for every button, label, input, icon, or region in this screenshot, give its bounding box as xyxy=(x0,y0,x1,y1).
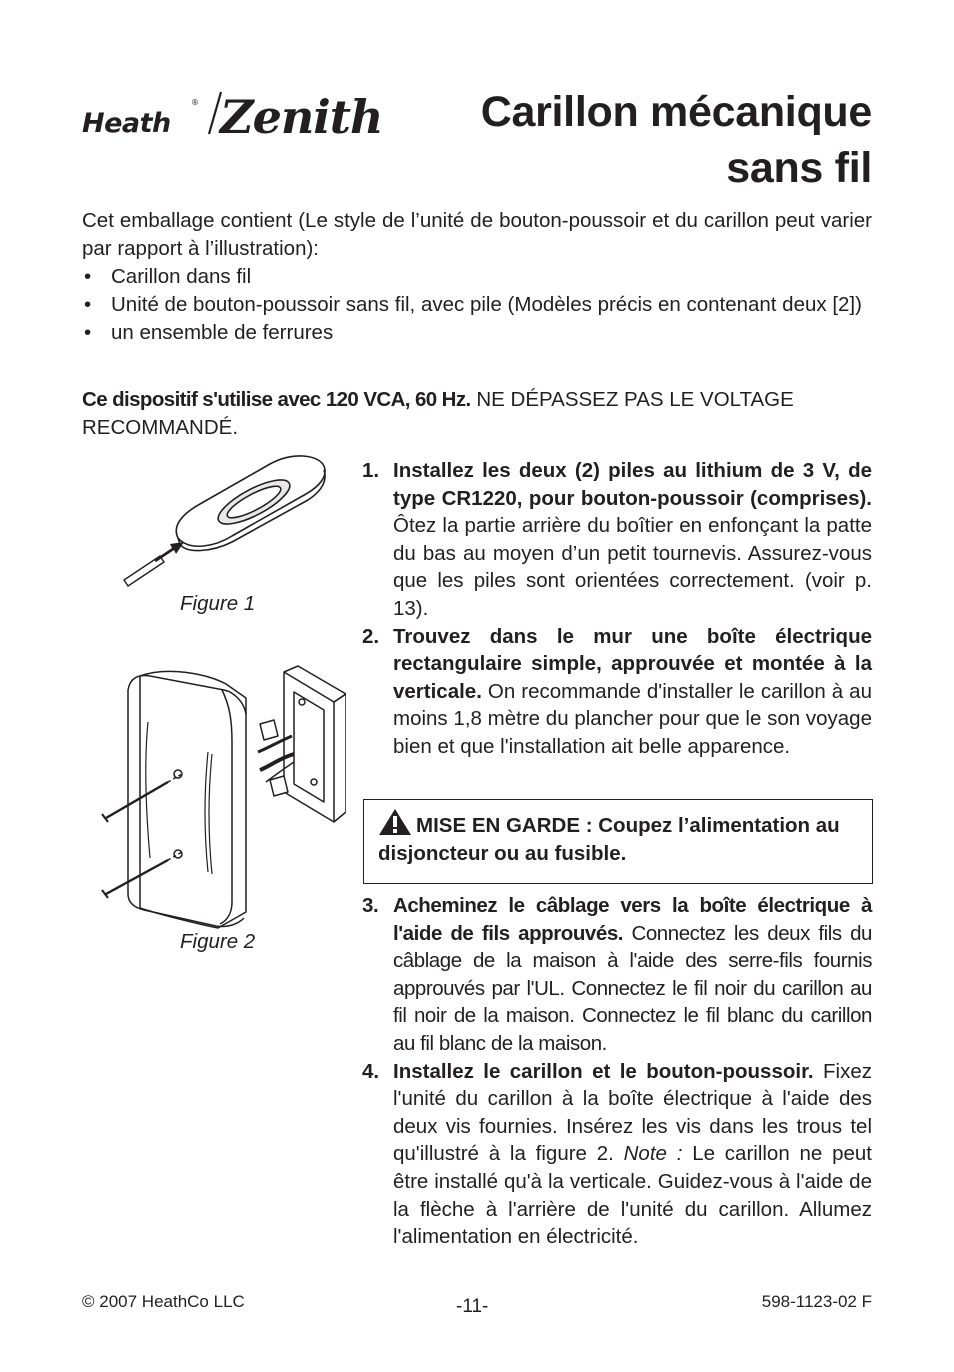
list-item: • Carillon dans fil xyxy=(82,263,872,291)
step-bold: Trouvez dans le mur une boîte électrique rectangulaire simple, approuvée et montée à la verticale. xyxy=(393,624,872,703)
title-line-1: Carillon mécanique xyxy=(480,88,872,136)
intro-text: Cet emballage contient (Le style de l’unité de bouton-poussoir et du carillon peut varier par rapport à l’illustration): xyxy=(82,209,872,260)
svg-text:®: ® xyxy=(191,98,199,107)
package-contents xyxy=(82,207,872,347)
footer-document-code: 598-1123-02 F xyxy=(761,1292,872,1311)
figure-1-caption: Figure 1 xyxy=(180,592,256,615)
step-number: 1. xyxy=(362,459,380,482)
list-item xyxy=(362,892,872,1058)
list-item xyxy=(362,623,872,761)
step-bold: Installez les deux (2) piles au lithium de 3 V, de type CR1220, pour bouton-poussoir (comprises). xyxy=(393,459,872,510)
voltage-text: NE DÉPASSEZ PAS LE VOLTAGE RECOMMANDÉ. xyxy=(82,388,794,439)
step-bold: Acheminez le câblage vers la boîte électrique à l'aide de fils approuvés. xyxy=(393,894,872,945)
svg-text:Heath: Heath xyxy=(82,108,171,138)
step-number: 3. xyxy=(362,894,379,917)
step-text: Connectez les deux fils du câblage de la maison à l'aide des serre-fils fournis approuvés par l'UL. Connectez le fil noir du carillon au fil noir de la maison. Connectez le fil blanc du carillon au fil blanc de la maison. xyxy=(393,921,872,1055)
list-item xyxy=(362,1058,872,1251)
voltage-bold: Ce dispositif s'utilise avec 120 VCA, 60 Hz. xyxy=(82,388,471,411)
step-text: Ôtez la partie arrière du boîtier en enfonçant la patte du bas au moyen d’un petit tournevis. Assurez-vous que les piles sont orientées correctement. (voir p. 13). xyxy=(393,514,872,620)
footer-copyright: © 2007 HeathCo LLC xyxy=(82,1292,245,1311)
title-line-2: sans fil xyxy=(726,144,872,192)
warning-box xyxy=(363,799,873,884)
voltage-notice xyxy=(82,386,872,442)
steps-list-a xyxy=(362,457,872,761)
heath-zenith-logo xyxy=(82,88,392,138)
step-text: On recommande d'installer le carillon à au moins 1,8 mètre du plancher pour que le son voyage bien et que l'installation ait belle apparence. xyxy=(393,679,872,758)
step-text: Fixez l'unité du carillon à la boîte électrique à l'aide des deux vis fournies. Insérez les vis dans les trous tel qu'illustré à la figure 2. xyxy=(393,1059,872,1166)
warning-text: MISE EN GARDE : Coupez l’alimentation au disjoncteur ou au fusible. xyxy=(378,814,840,865)
step-note: Note : xyxy=(623,1142,683,1166)
svg-text:Zenith: Zenith xyxy=(220,90,383,138)
list-item: • Unité de bouton-poussoir sans fil, avec pile (Modèles précis en contenant deux [2]) xyxy=(82,291,872,319)
step-number: 2. xyxy=(362,624,380,648)
warning-triangle-icon xyxy=(378,808,412,836)
page-title xyxy=(481,84,872,196)
step-number: 4. xyxy=(362,1059,380,1083)
contents-list xyxy=(82,263,872,347)
footer-page-number: -11- xyxy=(456,1296,489,1317)
step-bold: Installez le carillon et le bouton-poussoir. xyxy=(393,1059,814,1083)
figure-2-illustration xyxy=(98,662,346,930)
figure-1-illustration xyxy=(120,452,332,588)
steps-list-b xyxy=(362,892,872,1251)
figure-2-caption: Figure 2 xyxy=(180,930,256,953)
step-text-2: Le carillon ne peut être installé qu'à la verticale. Guidez-vous à l'aide de la flèche à l'arrière de l'unité du carillon. Allumez l'alimentation en électricité. xyxy=(393,1142,873,1249)
list-item: • un ensemble de ferrures xyxy=(82,319,872,347)
list-item xyxy=(362,457,872,623)
